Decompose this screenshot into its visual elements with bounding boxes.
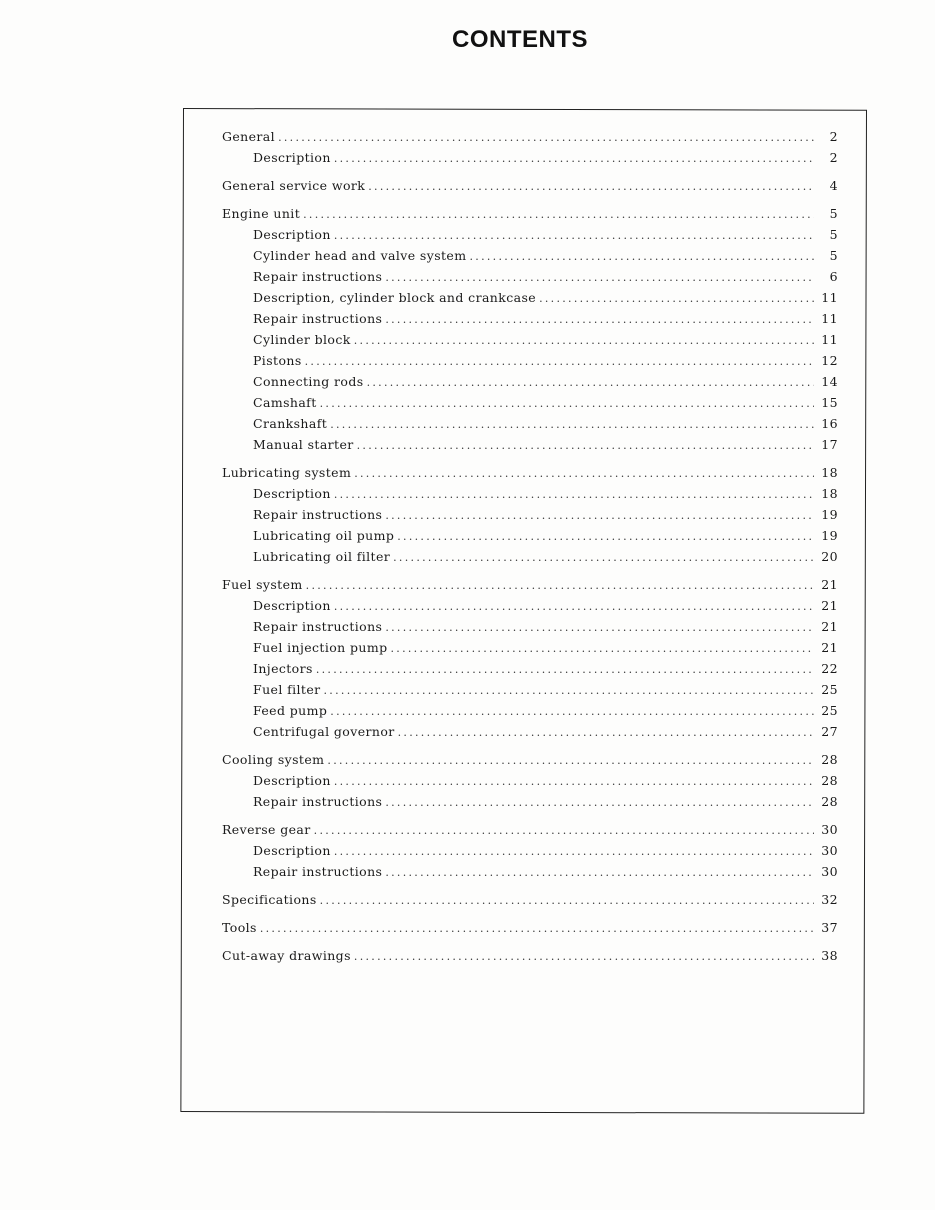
toc-entry-label: Specifications xyxy=(222,892,317,907)
toc-subsection-row xyxy=(222,791,838,812)
toc-entry-label: General service work xyxy=(222,178,366,193)
toc-page-number: 22 xyxy=(821,661,838,676)
dot-leader xyxy=(314,819,814,840)
dot-leader xyxy=(391,637,815,658)
dot-leader xyxy=(260,917,814,938)
dot-leader xyxy=(334,840,814,861)
toc-entry-label: Repair instructions xyxy=(253,794,383,809)
toc-section-row xyxy=(222,819,838,840)
toc-page-number: 21 xyxy=(821,598,838,613)
toc-entry-label: Description, cylinder block and crankcase xyxy=(253,290,537,305)
dot-leader xyxy=(303,203,814,224)
dot-leader xyxy=(385,308,814,329)
dot-leader xyxy=(368,175,814,196)
toc-subsection-row xyxy=(222,266,838,287)
dot-leader xyxy=(469,245,814,266)
dot-leader xyxy=(385,504,814,525)
toc-section-row xyxy=(222,945,838,966)
toc-entry-label: Centrifugal governor xyxy=(253,724,395,739)
toc-subsection-row xyxy=(222,287,838,308)
dot-leader xyxy=(398,721,814,742)
dot-leader xyxy=(306,574,814,595)
toc-page-number: 17 xyxy=(821,437,838,452)
toc-entry-label: Cooling system xyxy=(222,752,325,767)
toc-entry-label: Feed pump xyxy=(253,703,328,718)
toc-entry-label: Description xyxy=(253,227,331,242)
toc-page-number: 32 xyxy=(821,892,838,907)
dot-leader xyxy=(334,224,814,245)
toc-subsection-row xyxy=(222,413,838,434)
toc-entry-label: Repair instructions xyxy=(253,507,383,522)
dot-leader xyxy=(385,861,814,882)
toc-page-number: 19 xyxy=(821,528,838,543)
toc-entry-label: Fuel injection pump xyxy=(253,640,388,655)
toc-entry-label: Tools xyxy=(222,920,257,935)
toc-page-number: 14 xyxy=(821,374,838,389)
toc-subsection-row xyxy=(222,483,838,504)
toc-section-row xyxy=(222,574,838,595)
toc-subsection-row xyxy=(222,147,838,168)
toc-subsection-row xyxy=(222,770,838,791)
toc-entry-label: Cylinder block xyxy=(253,332,351,347)
toc-subsection-row xyxy=(222,861,838,882)
toc-entry-label: Fuel system xyxy=(222,577,303,592)
toc-entry-label: Fuel filter xyxy=(253,682,321,697)
toc-entry-label: Connecting rods xyxy=(253,374,364,389)
toc-subsection-row xyxy=(222,392,838,413)
dot-leader xyxy=(385,791,814,812)
toc-entry-label: Lubricating system xyxy=(222,465,352,480)
toc-section-row xyxy=(222,203,838,224)
dot-leader xyxy=(334,147,814,168)
toc-entry-label: Lubricating oil filter xyxy=(253,549,391,564)
toc-section-row xyxy=(222,889,838,910)
toc-page-number: 18 xyxy=(821,486,838,501)
toc-subsection-row xyxy=(222,224,838,245)
dot-leader xyxy=(330,700,814,721)
toc-page-number: 28 xyxy=(821,794,838,809)
toc-section-row xyxy=(222,462,838,483)
toc-entry-label: Description xyxy=(253,150,331,165)
toc-page-number: 5 xyxy=(829,227,838,242)
toc-page-number: 30 xyxy=(821,843,838,858)
toc-subsection-row xyxy=(222,616,838,637)
toc-page-number: 21 xyxy=(821,619,838,634)
toc-subsection-row xyxy=(222,371,838,392)
dot-leader xyxy=(316,658,814,679)
toc-entry-label: Description xyxy=(253,598,331,613)
toc-page-number: 2 xyxy=(829,150,838,165)
toc-page-number: 38 xyxy=(821,948,838,963)
toc-page-number: 30 xyxy=(821,822,838,837)
dot-leader xyxy=(393,546,814,567)
toc-subsection-row xyxy=(222,504,838,525)
dot-leader xyxy=(539,287,814,308)
toc-entry-label: Pistons xyxy=(253,353,302,368)
toc-section-row xyxy=(222,749,838,770)
toc-entry-label: Description xyxy=(253,486,331,501)
toc-entry-label: Repair instructions xyxy=(253,864,383,879)
toc-page-number: 18 xyxy=(821,465,838,480)
dot-leader xyxy=(397,525,814,546)
toc-subsection-row xyxy=(222,350,838,371)
dot-leader xyxy=(278,126,814,147)
toc-entry-label: Lubricating oil pump xyxy=(253,528,395,543)
toc-page-number: 15 xyxy=(821,395,838,410)
toc-page-number: 12 xyxy=(821,353,838,368)
toc-page-number: 11 xyxy=(821,332,838,347)
toc-subsection-row xyxy=(222,329,838,350)
toc-entry-label: Engine unit xyxy=(222,206,301,221)
toc-page-number: 4 xyxy=(829,178,838,193)
toc-page-number: 5 xyxy=(829,206,838,221)
toc-entry-label: Injectors xyxy=(253,661,313,676)
toc-page-number: 6 xyxy=(829,269,838,284)
dot-leader xyxy=(324,679,814,700)
dot-leader xyxy=(385,266,814,287)
toc-entry-label: Reverse gear xyxy=(222,822,311,837)
toc-subsection-row xyxy=(222,637,838,658)
dot-leader xyxy=(354,462,814,483)
toc-entry-label: General xyxy=(222,129,276,144)
toc-page-number: 37 xyxy=(821,920,838,935)
table-of-contents xyxy=(222,126,838,966)
dot-leader xyxy=(354,945,814,966)
toc-entry-label: Description xyxy=(253,773,331,788)
toc-page-number: 19 xyxy=(821,507,838,522)
toc-section-row xyxy=(222,126,838,147)
toc-page-number: 11 xyxy=(821,311,838,326)
toc-page-number: 11 xyxy=(821,290,838,305)
toc-page-number: 16 xyxy=(821,416,838,431)
dot-leader xyxy=(320,392,814,413)
dot-leader xyxy=(320,889,814,910)
toc-entry-label: Repair instructions xyxy=(253,311,383,326)
toc-subsection-row xyxy=(222,595,838,616)
toc-entry-label: Repair instructions xyxy=(253,269,383,284)
toc-subsection-row xyxy=(222,245,838,266)
toc-entry-label: Repair instructions xyxy=(253,619,383,634)
page-title: CONTENTS xyxy=(452,26,588,53)
toc-page-number: 5 xyxy=(829,248,838,263)
toc-subsection-row xyxy=(222,700,838,721)
toc-subsection-row xyxy=(222,721,838,742)
toc-subsection-row xyxy=(222,434,838,455)
toc-subsection-row xyxy=(222,308,838,329)
toc-page-number: 21 xyxy=(821,640,838,655)
toc-page-number: 25 xyxy=(821,703,838,718)
toc-subsection-row xyxy=(222,840,838,861)
toc-subsection-row xyxy=(222,679,838,700)
dot-leader xyxy=(305,350,814,371)
toc-page-number: 30 xyxy=(821,864,838,879)
toc-entry-label: Manual starter xyxy=(253,437,354,452)
toc-entry-label: Cylinder head and valve system xyxy=(253,248,467,263)
toc-subsection-row xyxy=(222,546,838,567)
toc-section-row xyxy=(222,917,838,938)
toc-page-number: 25 xyxy=(821,682,838,697)
toc-subsection-row xyxy=(222,525,838,546)
dot-leader xyxy=(330,413,814,434)
dot-leader xyxy=(327,749,814,770)
toc-subsection-row xyxy=(222,658,838,679)
toc-page-number: 2 xyxy=(829,129,838,144)
toc-page-number: 28 xyxy=(821,752,838,767)
dot-leader xyxy=(367,371,814,392)
toc-entry-label: Camshaft xyxy=(253,395,317,410)
toc-page-number: 20 xyxy=(821,549,838,564)
dot-leader xyxy=(334,770,814,791)
dot-leader xyxy=(334,595,814,616)
toc-page-number: 28 xyxy=(821,773,838,788)
toc-page-number: 27 xyxy=(821,724,838,739)
dot-leader xyxy=(385,616,814,637)
dot-leader xyxy=(354,329,814,350)
dot-leader xyxy=(357,434,814,455)
dot-leader xyxy=(334,483,814,504)
toc-entry-label: Crankshaft xyxy=(253,416,328,431)
toc-page-number: 21 xyxy=(821,577,838,592)
toc-entry-label: Cut-away drawings xyxy=(222,948,351,963)
toc-section-row xyxy=(222,175,838,196)
toc-entry-label: Description xyxy=(253,843,331,858)
